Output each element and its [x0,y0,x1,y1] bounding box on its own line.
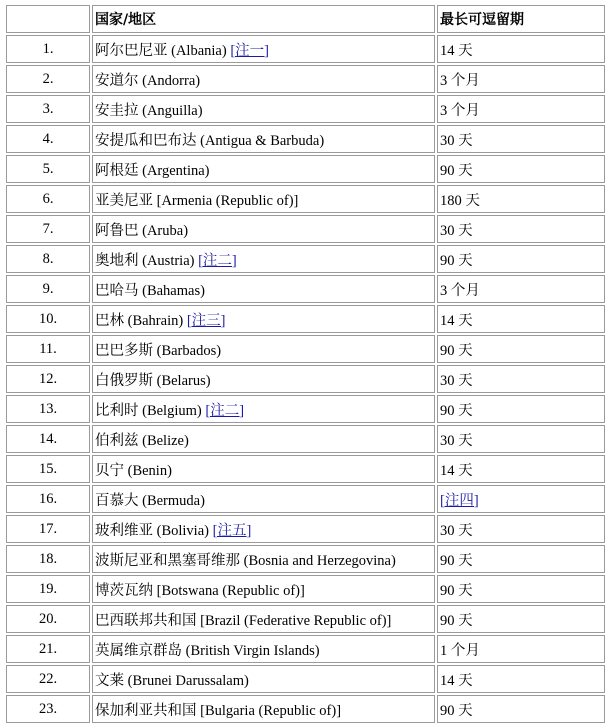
country-cell [92,335,435,363]
table-row [6,275,605,303]
max-stay-cell [437,155,605,183]
max-stay-cell [437,95,605,123]
country-cell [92,605,435,633]
row-number: 3. [6,95,90,123]
country-cell [92,485,435,513]
country-cell [92,215,435,243]
table-row [6,215,605,243]
country-name: 巴哈马 (Bahamas) [95,282,205,299]
max-stay-value: 3 个月 [440,282,480,299]
max-stay-value: 90 天 [440,402,473,419]
country-cell [92,545,435,573]
table-row [6,485,605,513]
table-row [6,695,605,723]
country-cell [92,635,435,663]
country-cell [92,125,435,153]
header-country: 国家/地区 [92,5,435,33]
country-name: 阿鲁巴 (Aruba) [95,222,189,239]
table-row [6,635,605,663]
max-stay-value: 14 天 [440,312,473,329]
row-number: 10. [6,305,90,333]
country-cell [92,275,435,303]
country-cell [92,695,435,723]
country-name: 百慕大 (Bermuda) [95,492,205,509]
max-stay-cell [437,665,605,693]
max-stay-cell [437,695,605,723]
row-number: 22. [6,665,90,693]
max-stay-value: 90 天 [440,342,473,359]
max-stay-value: 30 天 [440,132,473,149]
max-stay-cell [437,455,605,483]
row-number: 23. [6,695,90,723]
country-name: 波斯尼亚和黑塞哥维那 (Bosnia and Herzegovina) [95,552,396,569]
country-name: 亚美尼亚 [Armenia (Republic of)] [95,192,299,209]
row-number: 5. [6,155,90,183]
max-stay-cell [437,485,605,513]
max-stay-cell [437,245,605,273]
table-row [6,65,605,93]
max-stay-cell [437,35,605,63]
max-stay-value: 30 天 [440,372,473,389]
table-row [6,95,605,123]
country-name: 博茨瓦纳 [Botswana (Republic of)] [95,582,305,599]
header-number [6,5,90,33]
table-row [6,665,605,693]
row-number: 15. [6,455,90,483]
table-row [6,335,605,363]
row-number: 7. [6,215,90,243]
footnote-link[interactable]: [注三] [186,312,226,329]
header-max-stay: 最长可逗留期 [437,5,605,33]
table-row [6,455,605,483]
country-cell [92,575,435,603]
country-cell [92,665,435,693]
country-cell [92,185,435,213]
row-number: 19. [6,575,90,603]
table-row [6,515,605,543]
max-stay-value: 30 天 [440,432,473,449]
country-cell [92,245,435,273]
country-cell [92,95,435,123]
max-stay-value: 30 天 [440,522,473,539]
country-name: 安道尔 (Andorra) [95,72,201,89]
country-name: 阿尔巴尼亚 (Albania) [95,42,227,59]
country-name: 保加利亚共和国 [Bulgaria (Republic of)] [95,702,342,719]
max-stay-cell [437,305,605,333]
max-stay-value: 1 个月 [440,642,480,659]
footnote-link[interactable]: [注五] [212,522,252,539]
row-number: 12. [6,365,90,393]
max-stay-cell [437,545,605,573]
country-name: 巴西联邦共和国 [Brazil (Federative Republic of)] [95,612,392,629]
table-row [6,35,605,63]
table-row [6,365,605,393]
country-name: 英属维京群岛 (British Virgin Islands) [95,642,320,659]
max-stay-cell [437,395,605,423]
row-number: 1. [6,35,90,63]
country-name: 伯利兹 (Belize) [95,432,189,449]
max-stay-value: 90 天 [440,162,473,179]
table-row [6,155,605,183]
max-stay-value: 30 天 [440,222,473,239]
row-number: 6. [6,185,90,213]
table-row [6,305,605,333]
row-number: 13. [6,395,90,423]
table-row [6,425,605,453]
country-name: 阿根廷 (Argentina) [95,162,210,179]
max-stay-cell [437,515,605,543]
table-row [6,125,605,153]
row-number: 11. [6,335,90,363]
row-number: 8. [6,245,90,273]
max-stay-value: 180 天 [440,192,480,209]
table-row [6,605,605,633]
country-cell [92,155,435,183]
max-stay-value: 3 个月 [440,72,480,89]
max-stay-cell [437,125,605,153]
country-cell [92,365,435,393]
max-stay-cell [437,335,605,363]
country-name: 奥地利 (Austria) [95,252,195,269]
max-stay-value: 14 天 [440,672,473,689]
country-cell [92,305,435,333]
country-name: 白俄罗斯 (Belarus) [95,372,211,389]
country-name: 文莱 (Brunei Darussalam) [95,672,249,689]
country-name: 玻利维亚 (Bolivia) [95,522,209,539]
max-stay-value: 14 天 [440,462,473,479]
table-row [6,185,605,213]
table-row [6,575,605,603]
max-stay-cell [437,185,605,213]
table-row [6,545,605,573]
country-cell [92,35,435,63]
max-stay-cell [437,275,605,303]
max-stay-value: 90 天 [440,582,473,599]
country-name: 安提瓜和巴布达 (Antigua & Barbuda) [95,132,325,149]
row-number: 20. [6,605,90,633]
row-number: 16. [6,485,90,513]
country-cell [92,455,435,483]
country-cell [92,425,435,453]
visa-free-table [4,3,607,725]
table-row [6,245,605,273]
max-stay-cell [437,575,605,603]
max-stay-value: 14 天 [440,42,473,59]
max-stay-cell [437,365,605,393]
row-number: 4. [6,125,90,153]
max-stay-value: 90 天 [440,612,473,629]
country-cell [92,65,435,93]
row-number: 18. [6,545,90,573]
table-body [6,35,605,723]
table-row [6,395,605,423]
table-header-row [6,5,605,33]
country-cell [92,515,435,543]
country-cell [92,395,435,423]
row-number: 21. [6,635,90,663]
country-name: 巴林 (Bahrain) [95,312,184,329]
row-number: 9. [6,275,90,303]
row-number: 17. [6,515,90,543]
footnote-link[interactable]: [注二] [205,402,245,419]
footnote-link[interactable]: [注二] [198,252,237,269]
max-stay-cell [437,425,605,453]
max-stay-value: 90 天 [440,552,473,569]
country-name: 贝宁 (Benin) [95,462,172,479]
max-stay-cell [437,605,605,633]
country-name: 巴巴多斯 (Barbados) [95,342,222,359]
row-number: 2. [6,65,90,93]
country-name: 比利时 (Belgium) [95,402,202,419]
max-stay-cell [437,65,605,93]
footnote-link[interactable]: [注四] [440,492,479,509]
max-stay-cell [437,635,605,663]
max-stay-value: 3 个月 [440,102,480,119]
max-stay-value: 90 天 [440,252,473,269]
row-number: 14. [6,425,90,453]
max-stay-value: 90 天 [440,702,473,719]
max-stay-cell [437,215,605,243]
country-name: 安圭拉 (Anguilla) [95,102,203,119]
footnote-link[interactable]: [注一] [230,42,269,59]
